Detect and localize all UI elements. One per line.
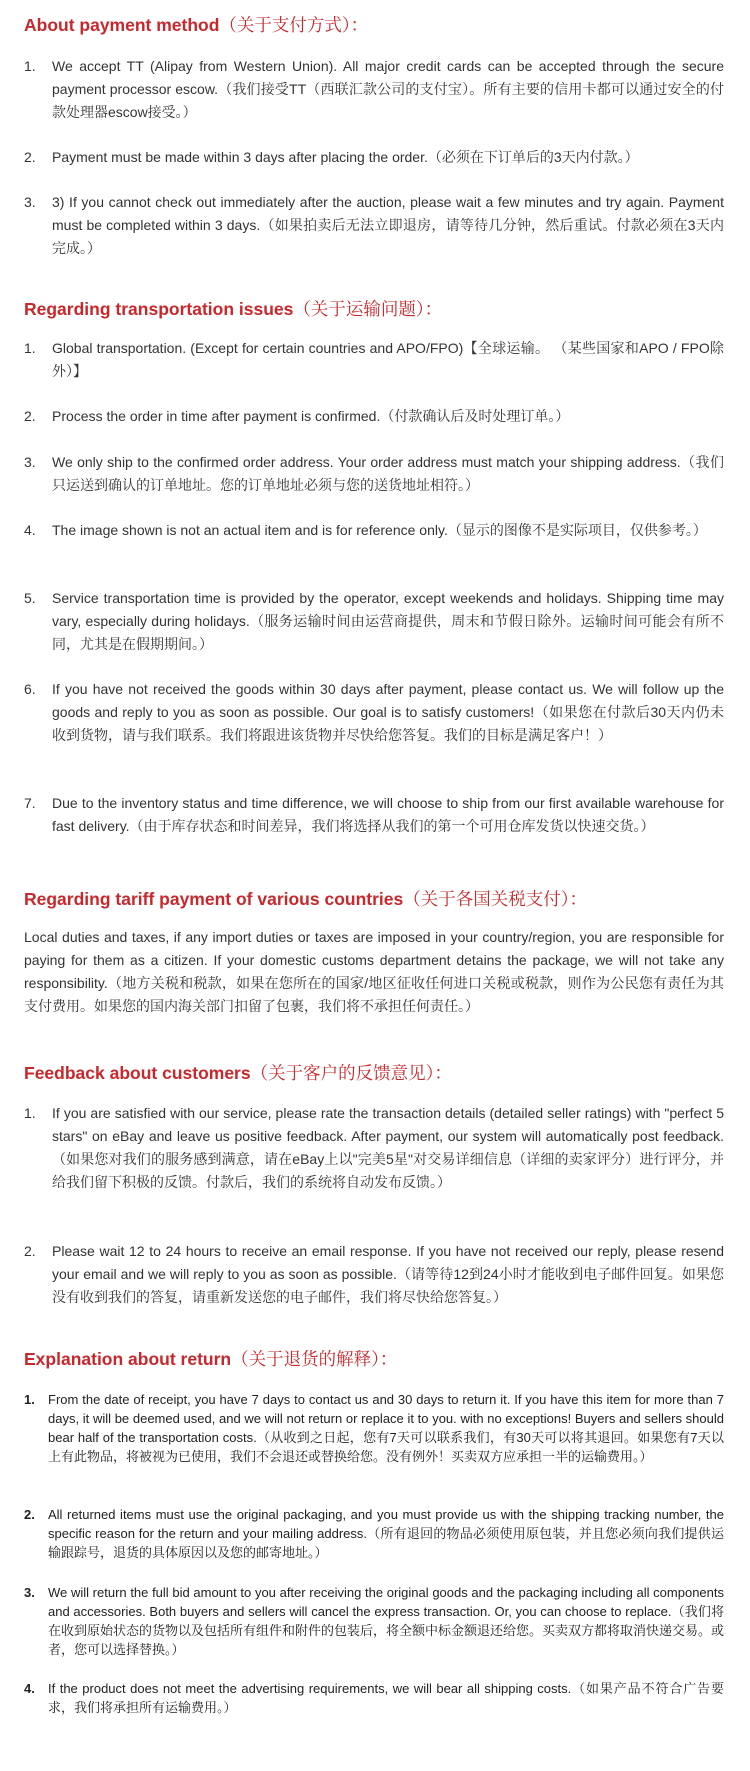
list-item-text: All returned items must use the original packaging, and you must provide us with the shipping tracking number, the specific reason for the return and your mailing address.（所有退回的物品必须使用原包装，并且您必须向我们提供运输跟踪号，退货的具体原因以及您的邮寄地址。） <box>48 1507 724 1560</box>
feedback-item-2 <box>24 1240 724 1309</box>
list-number: 4. <box>24 522 36 538</box>
returns-item-2 <box>24 1505 724 1562</box>
transport-title-en: Regarding transportation issues <box>24 299 294 319</box>
returns-title-en: Explanation about return <box>24 1349 232 1369</box>
list-item-text: We will return the full bid amount to you after receiving the original goods and the packaging including all components and accessories. Both buyers and sellers will cancel the express transaction. Or, you can choose to replace.（我们将在收到原始状态的货物以及包括所有组件和附件的包装后，将全额中标金额退还给您。买卖双方都将取消快递交易。或者，您可以选择替换。） <box>48 1585 725 1657</box>
list-number: 4. <box>24 1681 35 1696</box>
payment-item-2 <box>24 146 724 169</box>
returns-item-4 <box>24 1679 724 1717</box>
list-item-text: Payment must be made within 3 days after placing the order.（必须在下订单后的3天内付款。） <box>52 149 639 165</box>
returns-item-1 <box>24 1390 724 1466</box>
list-item-text: If the product does not meet the advertising requirements, we will bear all shipping costs.（如果产品不符合广告要求，我们将承担所有运输费用。） <box>48 1681 724 1715</box>
payment-item-1 <box>24 55 724 124</box>
list-item-text: 3) If you cannot check out immediately after the auction, please wait a few minutes and try again. Payment must be completed within 3 days.（如果拍卖后无法立即退房，请等待几分钟，然后重试。付款必须在3天内完成。） <box>52 194 724 256</box>
list-number: 7. <box>24 795 36 811</box>
tariff-title-cn: （关于各国关税支付）： <box>403 889 587 909</box>
feedback-section-title <box>24 1060 452 1085</box>
payment-title-en: About payment method <box>24 15 220 35</box>
payment-item-3 <box>24 191 724 260</box>
feedback-title-cn: （关于客户的反馈意见）： <box>250 1063 452 1083</box>
transport-item-4 <box>24 519 724 542</box>
list-number: 2. <box>24 408 36 424</box>
tariff-title-en: Regarding tariff payment of various countries <box>24 889 404 909</box>
transport-item-6 <box>24 678 724 747</box>
returns-title-cn: （关于退货的解释）： <box>231 1349 398 1369</box>
list-item-text: We only ship to the confirmed order address. Your order address must match your shipping address.（我们只运送到确认的订单地址。您的订单地址必须与您的送货地址相符。） <box>52 454 724 493</box>
list-item-text: Process the order in time after payment is confirmed.（付款确认后及时处理订单。） <box>52 408 570 424</box>
tariff-paragraph: Local duties and taxes, if any import duties or taxes are imposed in your country/region, you are responsible for paying for them as a citizen. If your domestic customs department detains the package, we will not take any responsibility.（地方关税和税款，如果在您所在的国家/地区征收任何进口关税或税款，则作为公民您有责任为其支付费用。如果您的国内海关部门扣留了包裹，我们将不承担任何责任。） <box>24 929 724 1014</box>
list-item-text: Service transportation time is provided by the operator, except weekends and holidays. Shipping time may vary, especially during holidays.（服务运输时间由运营商提供，周末和节假日除外。运输时间可能会有所不同，尤其是在假期期间。） <box>52 590 724 652</box>
transport-title-cn: （关于运输问题）： <box>293 299 443 319</box>
list-number: 3. <box>24 454 36 470</box>
transport-item-7 <box>24 792 724 838</box>
list-item-text: If you are satisfied with our service, please rate the transaction details (detailed seller ratings) with "perfect 5 stars" on eBay and leave us positive feedback. After payment, our system will automatically post feedback.（如果您对我们的服务感到满意，请在eBay上以"完美5星"对交易详细信息（详细的卖家评分）进行评分，并给我们留下积极的反馈。付款后，我们的系统将自动发布反馈。） <box>52 1105 724 1190</box>
transport-section-title <box>24 296 442 321</box>
returns-section-title <box>24 1346 397 1371</box>
list-item-text: From the date of receipt, you have 7 days to contact us and 30 days to return it. If you have this item for more than 7 days, it will be deemed used, and we will not return or replace it to you. with no exceptions! Buyers and sellers should bear half of the transportation costs.（从收到之日起，您有7天可以联系我们，有30天可以将其退回。如果您有7天以上有此物品，将被视为已使用，我们不会退还或替换给您。没有例外！买卖双方应承担一半的运输费用。） <box>48 1392 724 1464</box>
transport-item-5 <box>24 587 724 656</box>
feedback-title-en: Feedback about customers <box>24 1063 251 1083</box>
transport-item-3 <box>24 451 724 497</box>
list-number: 1. <box>24 58 36 74</box>
list-number: 6. <box>24 681 36 697</box>
list-item-text: We accept TT (Alipay from Western Union). All major credit cards can be accepted through the secure payment processor escow.（我们接受TT（西联汇款公司的支付宝）。所有主要的信用卡都可以通过安全的付款处理器escow接受。） <box>52 58 724 120</box>
list-number: 1. <box>24 1105 36 1121</box>
returns-item-3 <box>24 1583 724 1659</box>
transport-item-1 <box>24 337 724 383</box>
list-number: 1. <box>24 340 36 356</box>
list-number: 2. <box>24 1243 36 1259</box>
list-number: 3. <box>24 1585 35 1600</box>
feedback-item-1 <box>24 1102 724 1194</box>
payment-section-title <box>24 12 368 37</box>
list-item-text: Due to the inventory status and time difference, we will choose to ship from our first available warehouse for fast delivery.（由于库存状态和时间差异，我们将选择从我们的第一个可用仓库发货以快速交货。） <box>52 795 724 834</box>
list-number: 1. <box>24 1392 35 1407</box>
tariff-section-title <box>24 886 587 911</box>
list-item-text: If you have not received the goods within 30 days after payment, please contact us. We will follow up the goods and reply to you as soon as possible. Our goal is to satisfy customers!（如果您在付款后30天内仍未收到货物，请与我们联系。我们将跟进该货物并尽快给您答复。我们的目标是满足客户！） <box>52 681 724 743</box>
list-number: 5. <box>24 590 36 606</box>
list-number: 2. <box>24 149 36 165</box>
list-item-text: The image shown is not an actual item and is for reference only.（显示的图像不是实际项目，仅供参考。） <box>52 522 707 538</box>
list-number: 2. <box>24 1507 35 1522</box>
list-item-text: Please wait 12 to 24 hours to receive an email response. If you have not received our reply, please resend your email and we will reply to you as soon as possible.（请等待12到24小时才能收到电子邮件回复。如果您没有收到我们的答复，请重新发送您的电子邮件，我们将尽快给您答复。） <box>52 1243 724 1305</box>
transport-item-2 <box>24 405 724 428</box>
payment-title-cn: （关于支付方式）： <box>219 15 369 35</box>
list-item-text: Global transportation. (Except for certain countries and APO/FPO)【全球运输。 （某些国家和APO / FPO除外）】 <box>52 340 724 379</box>
list-number: 3. <box>24 194 36 210</box>
